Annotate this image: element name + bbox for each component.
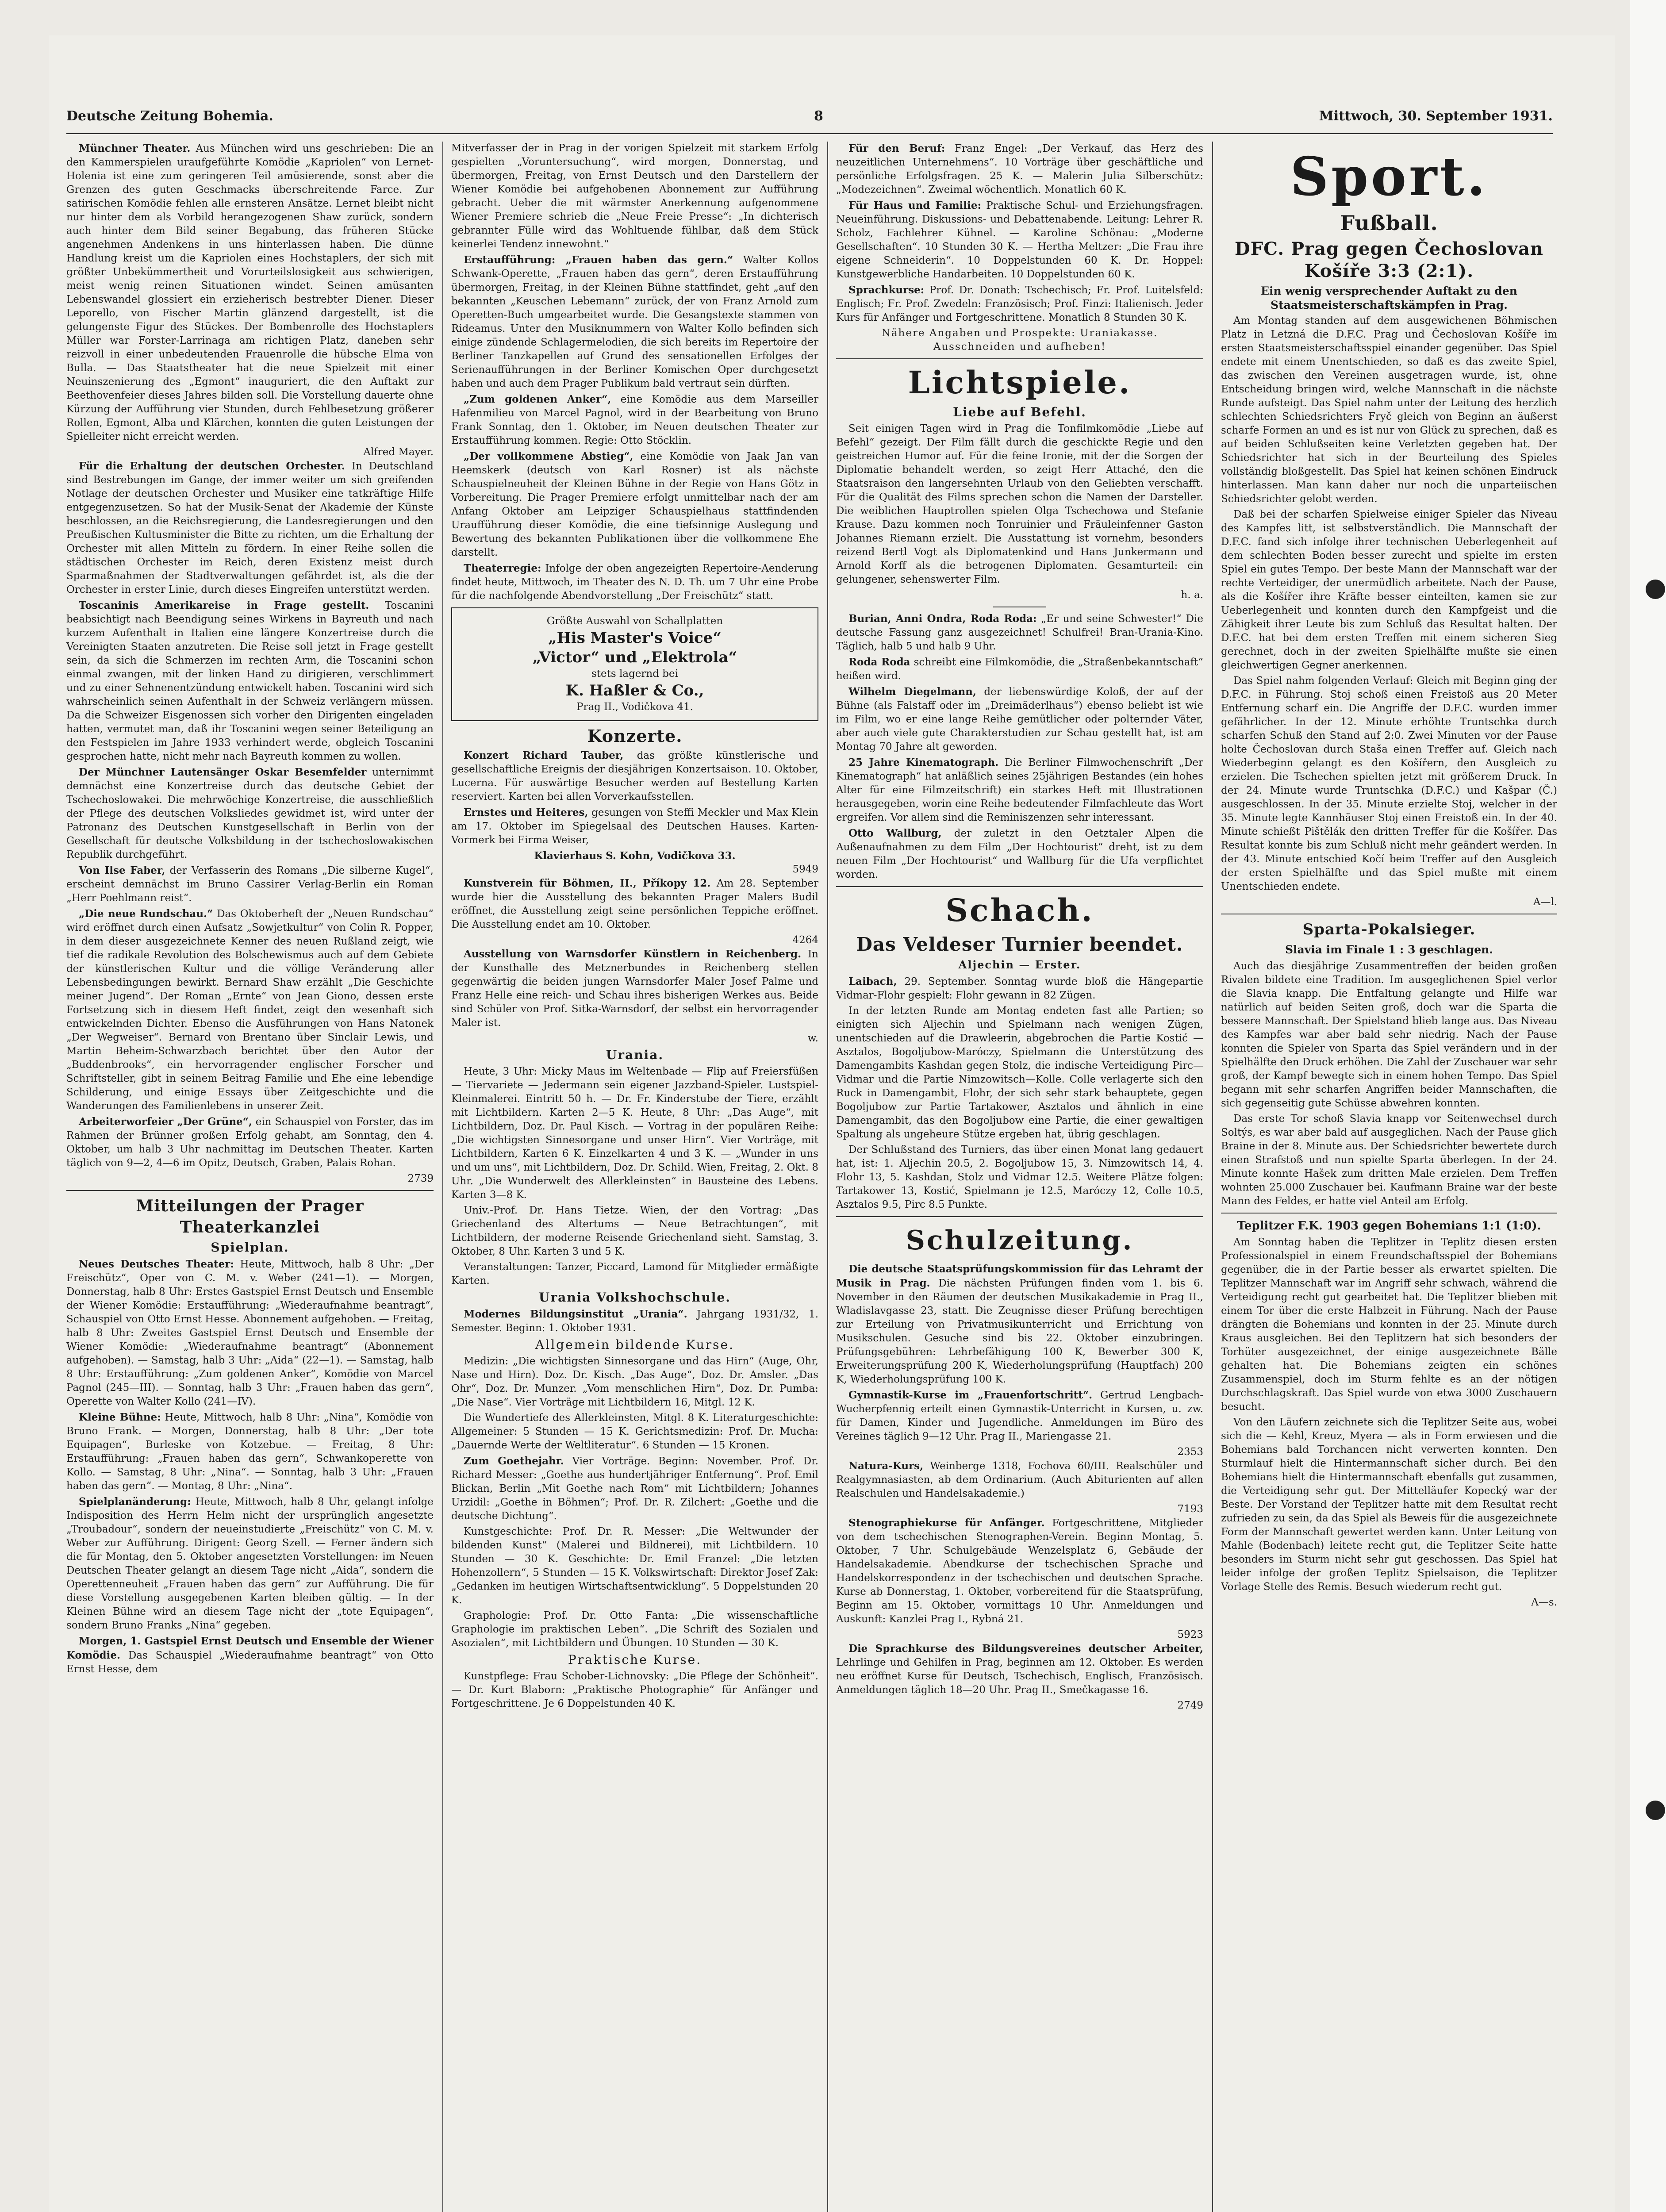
article-head: Neues Deutsches Theater: [79, 1258, 234, 1270]
article-text: Praktische Schul- und Erziehungsfragen. Neueinführung. Diskussions- und Debattenabende. Leitung: Lehrer R. Scholz, Fachlehrer Kühnel. — Karoline Schönau: „Moderne Gesellschaften“. 10 Stunden 30 K. — Hertha Meltzer: „Die Frau ihre eigene Schneiderin“. 10 Doppelstunden 60 K. Dr. Hoppel: Kunstgewerbliche Handarbeiten. 10 Doppelstunden 60 K. [836, 200, 1203, 280]
article-text: Franz Engel: „Der Verkauf, das Herz des neuzeitlichen Unternehmens“. 10 Vorträge über geschäftliche und persönliche Erfolgsfragen. 25 K. — Malerin Julia Silberschütz: „Modezeichnen“. Zweimal wöchentlich. Monatlich 60 K. [836, 143, 1203, 196]
article-text: Von den Läufern zeichnete sich die Teplitzer Seite aus, wobei sich die — Kehl, Kreuz, Myera — als in Form erwiesen und die Bohemians bald Torchancen nicht verwerten konnten. Den Sturmlauf hielt die Hintermannschaft sicher durch. Bei den Bohemians hielt die Hintermannschaft ebenfalls gut zusammen, die Verteidigung sehr gut. Der Mittelläufer Kopecký war der Beste. Der Vorstand der Teplitzer hatte mit dem Resultat recht zufrieden zu sein, da das Spiel als Beweis für die ausgezeichnete Form der Mannschaft gewertet werden kann. Unter Leitung von Mahle (Bodenbach) leitete recht gut, die Teplitzer Seite hatte besonders im Sturm nicht sehr gut geschossen. Das Spiel hat leider infolge der großen Teplitz Spielsaison, die Teplitzer Vorlage Stelle des Remis. Besuch wiederum recht gut. [1221, 1417, 1557, 1593]
ad-number: 2749 [1177, 1700, 1203, 1711]
article-head: „Zum goldenen Anker“, [464, 393, 611, 405]
article-text: Lehrlinge und Gehilfen in Prag, beginnen am 12. Oktober. Es werden neu eröffnet Kurse für Deutsch, Tschechisch, Englisch, Französisch. Anmeldungen täglich 18—20 Uhr. Prag II., Smečkagasse 16. [836, 1657, 1203, 1696]
article-head: „Die neue Rundschau.“ [79, 908, 213, 920]
masthead [66, 108, 1553, 131]
article-head: Ernstes und Heiteres, [464, 806, 588, 818]
ad-number: 7193 [1177, 1503, 1203, 1515]
article-text: Das Spiel nahm folgenden Verlauf: Gleich mit Beginn ging der D.F.C. in Führung. Stoj schoß einen Freistoß aus 20 Meter Entfernung scharf ein. Die Angriffe der D.F.C. wurden immer gefährlicher. In der 12. Minute erhöhte Truntschka durch scharfen Schuß den Stand auf 2:0. Zwei Minuten vor der Pause holte Čechoslovan durch Staša einen Treffer auf. Gleich nach Wiederbeginn gelangt es den Košířern, den Ausgleich zu erzielen. Die Tschechen spielten jetzt mit größerem Druck. In der 24. Minute wurde Truntschka (D.F.C.) und Kašpar (Č.) ausgeschlossen. In der 35. Minute erzielte Stoj, welcher in der 35. Minute legte Kannhäuser Stoj einen Freistoß ein. In der 40. Minute schießt Pištělák den dritten Treffer für die Košířer. Das Resultat konnte bis zum Schluß nicht mehr geändert werden. In der 43. Minute entschied Kočí beim Treffer auf den Ausgleich der ersten Spielhälfte und das Spiel mußte mit einem Unentschieden endete. [1221, 675, 1557, 892]
article-text: Seit einigen Tagen wird in Prag die Tonfilmkomödie „Liebe auf Befehl“ gezeigt. Der Film fällt durch die geschickte Regie und den geistreichen Humor auf. Für die feine Ironie, mit der die Sorgen der Diplomatie behandelt werden, so zeigt Herr Attaché, den die Staatsraison den langersehnten Urlaub von den Geliebten verschafft. Für die Qualität des Films sprechen schon die Namen der Darsteller. Die weiblichen Hauptrollen spielen Olga Tschechowa und Stefanie Krause. Dazu kommen noch Tonruinier und Fräuleinfenner Gaston Johannes Riemann erzielt. Die Ausstattung ist vornehm, besonders reizend Bertl Vogt als Diplomatenkind und Hans Junkermann und Arnold Korff als die betrogenen Diplomaten. Gesamturteil: ein gelungener, sehenswerter Film. [836, 423, 1203, 585]
article-head: Die Sprachkurse des Bildungsvereines deutscher Arbeiter, [848, 1643, 1203, 1655]
article-text: Heute, Mittwoch, halb 8 Uhr: „Der Freischütz“, Oper von C. M. v. Weber (241—1). — Morgen, Donnerstag, halb 8 Uhr: Erstes Gastspiel Ernst Deutsch und Ensemble der Wiener Komödie: Erstaufführung: „Wiederaufnahme beantragt“, Schauspiel von Otto Ernst Hesse. Abonnement aufgehoben. — Freitag, halb 8 Uhr: Zweites Gastspiel Ernst Deutsch und Ensemble der Wiener Komödie: „Wiederaufnahme beantragt“ (Abonnement aufgehoben). — Samstag, halb 3 Uhr: „Aida“ (22—1). — Samstag, halb 8 Uhr: Erstaufführung: „Zum goldenen Anker“, Komödie von Marcel Pagnol (245—III). — Sonntag, halb 3 Uhr: „Frauen haben das gern“, Operette von Walter Kollo (241—IV). [66, 1259, 434, 1407]
article-text: Medizin: „Die wichtigsten Sinnesorgane und das Hirn“ (Auge, Ohr, Nase und Hirn). Doz. Dr. Kisch. „Das Auge“, Doz. Dr. Amsler. „Das Ohr“, Doz. Dr. Munzer. „Vom menschlichen Hirn“, Doz. Dr. Pumba: „Die Nase“. Vier Vorträge mit Lichtbildern 16, Mitgl. 12 K. [451, 1356, 818, 1408]
article-text: Ausschneiden und aufheben! [933, 341, 1106, 353]
article-text: Gertrud Lengbach-Wucherpfennig erteilt einen Gymnastik-Unterricht in Kursen, u. zw. für Damen, Kinder und Jugendliche. Anmeldungen im Büro des Vereines täglich 9—12 Uhr. Prag II., Mariengasse 21. [836, 1390, 1203, 1442]
article-subheadline: Ein wenig versprechender Auftakt zu den Staatsmeisterschaftskämpfen in Prag. [1261, 284, 1517, 311]
ad-number: 2353 [1177, 1446, 1203, 1458]
article-text: Mitverfasser der in Prag in der vorigen Spielzeit mit starkem Erfolg gespielten „Voruntersuchung“, wird morgen, Donnerstag, und übermorgen, Freitag, von Ernst Deutsch und den Darstellern der Wiener Komödie bei aufgehobenen Abonnement zur Aufführung gebracht. Ueber die mit wärmster Anerkennung aufgenommene Wiener Premiere schrieb die „Neue Freie Presse“: „In dichterisch gebrannter Fülle wird das Wohltuende fühlbar, daß dem Stück keinerlei Tendenz innewohnt.“ [451, 142, 818, 250]
section-subheading: Liebe auf Befehl. [953, 405, 1086, 419]
article-headline: DFC. Prag gegen Čechoslovan Košíře 3:3 (2:1). [1235, 238, 1543, 281]
section-heading: Schach. [945, 892, 1094, 929]
article-signature: w. [807, 1033, 818, 1044]
ad-line: Prag II., Vodičkova 41. [576, 701, 693, 713]
article-text: In der letzten Runde am Montag endeten fast alle Partien; so einigten sich Aljechin und Spielmann nach wenigen Zügen, unentschieden auf die Drawleerin, abgebrochen die Partie Kostić — Asztalos, Bogoljubow-Maróczy, Spielmann die Unterstützung des Damengambits Kashdan gegen Stolz, die indische Verteidigung Pirc—Vidmar und die Partie Nimzowitsch—Kolle. Colle verlagerte sich den Ruck in Damengambit, Flohr, der sich sehr stark behauptete, gegen Bogoljubow zur Partie Tartakower, Asztalos und ähnlich in eine Damengambit, das den Bogoljubow eine Partie, die einer gewaltigen Spaltung als ungeheure Stütze ergeben hat, übrig geschlagen. [836, 1005, 1203, 1140]
article-head: Von Ilse Faber, [79, 864, 165, 876]
article-text: Kunstgeschichte: Prof. Dr. R. Messer: „Die Weltwunder der bildenden Kunst“ (Malerei und Bildnerei), mit Lichtbildern. 10 Stunden — 30 K. Geschichte: Dr. Emil Franzel: „Die letzten Hohenzollern“, 5 Stunden — 15 K. Volkswirtschaft: Direktor Josef Zak: „Gedanken im heutigen Wirtschaftsentwicklung“. 5 Doppelstunden 20 K. [451, 1526, 818, 1606]
article-signature: A—s. [1531, 1597, 1557, 1608]
article-text: Am 28. September wurde hier die Ausstellung des bekannten Prager Malers Budil eröffnet, die Ausstellung zeigt seine persönlichen Teppiche eröffnet. Die Ausstellung endet am 10. Oktober. [451, 878, 818, 930]
section-rule [66, 1190, 434, 1191]
article-text: ein Schauspiel von Forster, das im Rahmen der Brünner großen Erfolg gehabt, am Sonntag, den 4. Oktober, um halb 3 Uhr nachmittag im Deutschen Theater. Karten täglich von 9—2, 4—6 im Opitz, Deutsch, Graben, Palais Rohan. [66, 1116, 434, 1169]
section-rule [836, 358, 1203, 359]
article-text: Auch das diesjährige Zusammentreffen der beiden großen Rivalen bildete eine Tradition. Im ausgeglichenen Spiel verlor die Slavia knapp. Die Entfaltung gelangte und Hilfe war natürlich auf beiden Seiten groß, doch war die Sparta die bessere Mannschaft. Der Spielstand blieb lange aus. Das Niveau des Kampfes war aber bald sehr niedrig. Nach der Pause konnten die Spieler von Sparta das Spiel verändern und in der Spielhälfte den Druck erhöhen. Die Zahl der Zuschauer war sehr groß, der Kampf bewegte sich in einem hohen Tempo. Das Spiel begann mit sehr scharfen Angriffen beider Mannschaften, die sich gegenseitig gute Schüsse abwehren konnten. [1221, 960, 1557, 1109]
article-head: Für den Beruf: [848, 142, 945, 154]
article-signature: A—l. [1533, 896, 1557, 908]
section-subheading: Aljechin — Erster. [958, 958, 1081, 971]
article-head: Der Münchner Lautensänger Oskar Besemfelder [79, 766, 367, 778]
column-rule [827, 142, 828, 2212]
column-3 [836, 142, 1203, 2212]
article-text: In Deutschland sind Bestrebungen im Gange, der immer weiter um sich greifenden Notlage der deutschen Orchester und Musiker eine tatkräftige Hilfe entgegenzusetzen. So hat der Musik-Senat der Akademie der Künste beschlossen, an die Reichsregierung, die Landesregierungen und den Preußischen Kultusminister die Bitte zu richten, um die Erhaltung der Orchester mit allen Mitteln zu fördern. In einer Reihe sollen die städtischen Orchester im Reich, deren Existenz meist durch Sparmaßnahmen der Stadtverwaltungen gefährdet ist, als die der Orchester in erster Linie, durch dieses Eingreifen unterstützt werden. [66, 461, 434, 595]
article-head: Für Haus und Familie: [848, 200, 982, 211]
section-rule [836, 1216, 1203, 1217]
article-text: gesungen von Steffi Meckler und Max Klein am 17. Oktober im Spiegelsaal des Deutschen Hauses. Karten-Vormerk bei Firma Weiser, [451, 807, 818, 846]
article-text: Heute, Mittwoch, halb 8 Uhr: „Nina“, Komödie von Bruno Frank. — Morgen, Donnerstag, halb 8 Uhr: „Der tote Equipagen“, Burleske von Kotzebue. — Freitag, 8 Uhr: Erstaufführung: „Frauen haben das gern“, Schwankoperette von Kollo. — Samstag, 8 Uhr: „Nina“. — Sonntag, halb 3 Uhr: „Frauen haben das gern“. — Montag, 8 Uhr: „Nina“. [66, 1412, 434, 1492]
article-text: „Er und seine Schwester!“ Die deutsche Fassung ganz ausgezeichnet! Schulfrei! Bran-Urania-Kino. Täglich, halb 5 und halb 9 Uhr. [836, 613, 1203, 652]
column-rule [442, 142, 443, 2212]
article-text: Nähere Angaben und Prospekte: Uraniakasse. [881, 327, 1158, 339]
ad-number: 5949 [792, 864, 818, 875]
article-text: eine Komödie von Jaak Jan van Heemskerk (deutsch von Karl Rosner) ist als nächste Schauspielneuheit der Kleinen Bühne in der Regie von Hans Götz in Vorbereitung. Die Prager Premiere erfolgt unmittelbar nach der am Anfang Oktober am Leipziger Schauspielhaus stattfindenden Uraufführung dieser Komödie, die eine tiefsinnige Auslegung und Bewertung des bekannten Publikationen über die vollkommene Ehe darstellt. [451, 451, 818, 558]
article-head: Stenographiekurse für Anfänger. [848, 1517, 1045, 1529]
article-headline: Sparta-Pokalsieger. [1302, 921, 1476, 938]
article-head: 25 Jahre Kinematograph. [848, 757, 999, 768]
article-text: Das Schauspiel „Wiederaufnahme beantragt“ von Otto Ernst Hesse, dem [66, 1650, 434, 1675]
article-text: Vier Vorträge. Beginn: November. Prof. Dr. Richard Messer: „Goethe aus hundertjähriger Entfernung“. Prof. Emil Blickan, Berlin „Mit Goethe nach Rom“ mit Lichtbildern; Johannes Urzidil: „Goethe in Böhmen“; Prof. Dr. R. Zilchert: „Goethe und die deutsche Dichtung“. [451, 1455, 818, 1522]
article-text: eine Komödie aus dem Marseiller Hafenmilieu von Marcel Pagnol, wird in der Bearbeitung von Bruno Frank Sonntag, den 1. Oktober, im Neuen deutschen Theater zur Erstaufführung kommen. Regie: Otto Stöcklin. [451, 394, 818, 446]
section-subheading: Fußball. [1340, 211, 1438, 235]
article-signature: h. a. [1181, 589, 1203, 601]
punch-hole [1646, 580, 1665, 599]
advertisement [451, 607, 818, 721]
section-heading: Mitteilungen der Prager Theaterkanzlei [136, 1197, 364, 1237]
article-text: der liebenswürdige Koloß, der auf der Bühne (als Falstaff oder im „Dreimäderlhaus“) ebenso beliebt ist wie im Film, wo er eine lange Reihe gemütlicher oder polternder Väter, aber auch viele gute Charakterstudien zur Schau gestellt hat, ist am Montag 70 Jahre alt geworden. [836, 686, 1203, 753]
article-text: der zuletzt in den Oetztaler Alpen die Außenaufnahmen zu dem Film „Der Hochtourist“ dreht, ist zu dem neuen Film „Der Hochtourist“ und Wallburg für die Ufa verpflichtet worden. [836, 828, 1203, 880]
article-text: In der Kunsthalle des Metznerbundes in Reichenberg stellen gegenwärtig die beiden jungen Warnsdorfer Maler Josef Palme und Franz Helle eine reich- und Schau ihres bisherigen Werkes aus. Beide sind Schüler von Prof. Sitka-Warnsdorf, der selbst ein hervorragender Maler ist. [451, 949, 818, 1029]
ad-number: 4264 [792, 934, 818, 946]
section-rule [1221, 1213, 1557, 1214]
article-signature: Alfred Mayer. [363, 446, 434, 458]
article-text: Das Oktoberheft der „Neuen Rundschau“ wird eröffnet durch einen Aufsatz „Sowjetkultur“ von Colin R. Popper, in dem dieser ausgezeichnete Kenner des neuen Rußland zeigt, wie tief die radikale Revolution des Bolschewismus auch auf dem Gebiete der künstlerischen Kultur und die völlige Veränderung aller Lebensbedingungen bewirkt. Bernard Shaw erzählt „Die Geschichte meiner Jugend“. Der Roman „Ernte“ von Jean Giono, dessen erste Fortsetzung sich in diesem Heft findet, zeigt den wesenhaft sich entwickelnden Dichter. Ebenso die Ausführungen von Hans Natonek „Der Wegweiser“. Bernard von Brentano über Sinclair Lewis, und Martin Beheim-Schwarzbach berichtet über den Autor der „Buddenbrooks“, ein hervorragender englischer Forscher und Schriftsteller, gibt in seinem Beitrag Familie und Ehe eine lebendige Schilderung, und einige Essays über Zeitgeschichte und die Wanderungen des Familienlebens in unserer Zeit. [66, 908, 434, 1112]
article-head: Für die Erhaltung der deutschen Orchester. [79, 460, 345, 472]
article-head: Theaterregie: [464, 562, 541, 574]
article-text: Infolge der oben angezeigten Repertoire-Aenderung findet heute, Mittwoch, im Theater des N. D. Th. um 7 Uhr eine Probe für die nachfolgende Abendvorstellung „Der Freischütz“ statt. [451, 563, 818, 602]
article-text: Klavierhaus S. Kohn, Vodičkova 33. [534, 850, 736, 862]
article-text: Die Berliner Filmwochenschrift „Der Kinematograph“ hat anläßlich seines 25jährigen Bestandes (ein hohes Alter für eine Filmzeitschrift) ein starkes Heft mit Illustrationen herausgegeben, worin eine Reihe bedeutender Filmfachleute das Wort ergreifen. Vor allem sind die Reminiszenzen sehr interessant. [836, 757, 1203, 823]
article-text: Veranstaltungen: Tanzer, Piccard, Lamond für Mitglieder ermäßigte Karten. [451, 1261, 818, 1286]
masthead-rule [66, 133, 1553, 134]
article-subheadline: Slavia im Finale 1 : 3 geschlagen. [1285, 943, 1493, 956]
article-text: Univ.-Prof. Dr. Hans Tietze. Wien, der den Vortrag: „Das Griechenland des Altertums — Neue Betrachtungen“, mit Lichtbildern, der moderne Reisende Griechenland sieht. Samstag, 3. Oktober, 8 Uhr. Karten 3 und 5 K. [451, 1205, 818, 1257]
article-text: Heute, 3 Uhr: Micky Maus im Weltenbade — Flip auf Freiersfüßen — Tiervariete — Jedermann sein eigener Jazzband-Spieler. Lustspiel-Kleinmalerei. Eintritt 50 h. — Dr. Fr. Kinderstube der Tiere, erzählt mit Lichtbildern. Karten 2—5 K. Heute, 8 Uhr: „Das Auge“, mit Lichtbildern, Doz. Dr. Paul Kisch. — Vortrag in der populären Reihe: „Die wichtigsten Sinnesorgane und unser Hirn“. Vier Vorträge, mit Lichtbildern, Karten 6 K. Einzelkarten 4 und 3 K. — „Wunder in uns und um uns“, mit Lichtbildern, Doz. Dr. Schild. Wien, Freitag, 2. Okt. 8 Uhr. „Die Wunderwelt des Allerkleinsten“ in Bausteine des Lebens. Karten 3—8 K. [451, 1066, 818, 1201]
article-text: 29. September. Sonntag wurde bloß die Hängepartie Vidmar-Flohr gespielt: Flohr gewann in 82 Zügen. [836, 976, 1203, 1001]
article-head: Burian, Anni Ondra, Roda Roda: [848, 613, 1037, 625]
ad-number: 5923 [1177, 1629, 1203, 1640]
article-head: Kunstverein für Böhmen, II., Příkopy 12. [464, 877, 711, 889]
punch-hole [1646, 1801, 1665, 1820]
section-heading: Sport. [1290, 146, 1488, 208]
article-text: Fortgeschrittene, Mitglieder von dem tschechischen Stenographen-Verein. Beginn Montag, 5. Oktober, 7 Uhr. Schulgebäude Wenzelsplatz 6, Gebäude der Handelsakademie. Abendkurse der tschechischen Sprache und Handelskorrespondenz in der tschechischen und deutschen Sprache. Kurse ab Donnerstag, 1. Oktober, vorbereitend für die Staatsprüfung, Beginn am 15. Oktober, vormittags 10 Uhr. Anmeldungen und Auskunft: Kanzlei Prag I., Rybná 21. [836, 1517, 1203, 1625]
ad-line: Größte Auswahl von Schallplatten [546, 615, 723, 627]
article-text: das größte künstlerische und gesellschaftliche Ereignis der diesjährigen Konzertsaison. 10. Oktober, Lucerna. Für auswärtige Besucher werden auf Bestellung Karten reserviert. Karten bei allen Vorverkaufsstellen. [451, 750, 818, 803]
article-text: Daß bei der scharfen Spielweise einiger Spieler das Niveau des Kampfes litt, ist selbstverständlich. Die Mannschaft der D.F.C. fand sich infolge ihrer technischen Ueberlegenheit auf dem schlechten Boden besser zurecht und spielte im ersten Spiel ein gutes Tempo. Der beste Mann der Mannschaft war der rechte Verteidiger, der unermüdlich arbeitete. Nach der Pause, als die Košířer ihre Kräfte besser einteilten, kamen sie zur Ueberlegenheit und konnten durch den Kampfgeist und die Zähigkeit ihrer Leute bis zum Schluß das Resultat halten. Der D.F.C. hat bei dem ersten Treffen mit einem sicheren Sieg gerechnet, doch in der zweiten Spielhälfte mußte sie einen gleichwertigen Gegner anerkennen. [1221, 509, 1557, 671]
article-text: Die nächsten Prüfungen finden vom 1. bis 6. November in den Räumen der deutschen Musikakademie in Prag II., Wladislavgasse 23, statt. Die Zeugnisse dieser Prüfung berechtigen zur Erteilung von Privatmusikunterricht und Errichtung von Musikschulen. Gesuche sind bis 22. Oktober einzubringen. Prüfungsgebühren: Lehrbefähigung 100 K, Bewerber 300 K, Erweiterungsprüfung 200 K, Wiederholungsprüfung (Hauptfach) 200 K, Wiederholungsprüfung 100 K. [836, 1278, 1203, 1385]
article-text: Am Montag standen auf dem ausgewichenen Böhmischen Platz in Letzná die D.F.C. Prag und Čechoslovan Košíře im ersten Staatsmeisterschaftsspiel einander gegenüber. Das Spiel endete mit einem Unentschieden, so daß es das zweite Spiel, das zwischen den Vereinen ausgetragen wurde, ist, ohne Entscheidung bringen wird, welche Mannschaft in die nächste Runde aufsteigt. Das Spiel nahm unter der Leitung des herzlich schlechten Schiedsrichters Fryč gleich von Beginn an äußerst scharfe Formen an und es ist nur von Glück zu sprechen, daß es auf beiden Schlußseiten keine Verletzten gegeben hat. Der Schiedsrichter hat sich in der Beurteilung des Spieles vollständig bloßgestellt. Das Spiel hat keinen schönen Eindruck hinterlassen. Man kann daher nur noch die unparteiischen Schiedsrichter gelobt werden. [1221, 315, 1557, 505]
page-number: 8 [814, 108, 823, 124]
ad-number: 2739 [407, 1173, 434, 1184]
ad-line: „Victor“ und „Elektrola“ [532, 649, 737, 666]
section-heading: Lichtspiele. [908, 364, 1132, 401]
article-head: „Der vollkommene Abstieg“, [464, 450, 633, 462]
ad-line: K. Haßler & Co., [565, 682, 704, 699]
section-rule [836, 886, 1203, 887]
article-head: Roda Roda [848, 656, 910, 668]
article-head: Kleine Bühne: [79, 1411, 161, 1423]
article-head: Laibach, [848, 975, 897, 987]
section-subheading: Spielplan. [211, 1240, 289, 1255]
masthead-title: Deutsche Zeitung Bohemia. [66, 108, 273, 124]
article-text: unternimmt demnächst eine Konzertreise durch das deutsche Gebiet der Tschechoslowakei. Die mehrwöchige Konzertreise, die ausschließlich der Pflege des deutschen Volksliedes gewidmet ist, wird unter der Patronanz des Deutschen Kunstgesellschaft in Berlin von der Gesellschaft für deutsche Volksbildung in der tschechoslowakischen Republik durchgeführt. [66, 767, 434, 860]
section-subheading: Urania. [606, 1048, 664, 1062]
article-head: Konzert Richard Tauber, [464, 749, 624, 761]
section-subheading: Allgemein bildende Kurse. [535, 1337, 734, 1352]
ad-line: „His Master's Voice“ [548, 629, 722, 647]
section-subheading: Praktische Kurse. [568, 1652, 702, 1667]
article-text: Prof. Dr. Donath: Tschechisch; Fr. Prof. Luitelsfeld: Englisch; Fr. Prof. Zwedeln: Französisch; Prof. Finzi: Italienisch. Jeder Kurs für Anfänger und Fortgeschrittene. Monatlich 8 Stunden 30 K. [836, 284, 1203, 323]
section-heading: Konzerte. [587, 726, 683, 746]
article-text: Die Wundertiefe des Allerkleinsten, Mitgl. 8 K. Literaturgeschichte: Allgemeiner: 5 Stunden — 15 K. Gerichtsmedizin: Prof. Dr. Mucha: „Dauernde Werte der Weltliteratur“. 6 Stunden — 15 Kronen. [451, 1412, 818, 1451]
column-2 [451, 142, 818, 2212]
article-head: Erstaufführung: „Frauen haben das gern.“ [464, 254, 733, 266]
article-head: Die deutsche Staatsprüfungskommission für das Lehramt der Musik in Prag. [836, 1263, 1203, 1289]
article-head: Münchner Theater. [79, 142, 191, 154]
article-text: Kunstpflege: Frau Schober-Lichnovsky: „Die Pflege der Schönheit“. — Dr. Kurt Blaborn: „Praktische Photographie“ für Anfänger und Fortgeschrittene. Je 6 Doppelstunden 40 K. [451, 1671, 818, 1709]
article-head: Spielplanänderung: [79, 1496, 191, 1508]
article-text: Jahrgang 1931/32, 1. Semester. Beginn: 1. Oktober 1931. [451, 1309, 818, 1334]
article-text: Heute, Mittwoch, halb 8 Uhr, gelangt infolge Indisposition des Herrn Helm nicht der ursprünglich angesetzte „Troubadour“, sondern der neueinstudierte „Freischütz“ von C. M. v. Weber zur Aufführung. Dirigent: Georg Szell. — Ferner ändern sich die für Montag, den 5. Oktober angesetzten Vorstellungen: im Neuen Deutschen Theater gelangt an diesem Tage nicht „Aida“, sondern die Operettenneuheit „Frauen haben das gern“ zur Aufführung. Die für diese Vorstellung ausgegebenen Karten bleiben gültig. — In der Kleinen Bühne wird an diesem Tage nicht der „tote Equipagen“, sondern Bruno Franks „Nina“ gegeben. [66, 1496, 434, 1631]
article-head: Zum Goethejahr. [464, 1455, 564, 1467]
article-head: Wilhelm Diegelmann, [848, 686, 976, 698]
article-head: Arbeiterworfeier „Der Grüne“, [79, 1116, 252, 1128]
masthead-date: Mittwoch, 30. September 1931. [1319, 108, 1553, 124]
section-subheading: Das Veldeser Turnier beendet. [856, 933, 1183, 955]
column-4 [1221, 142, 1557, 2212]
article-head: Natura-Kurs, [848, 1460, 924, 1472]
article-text: Aus München wird uns geschrieben: Die an den Kammerspielen uraufgeführte Komödie „Kapriolen“ von Lernet-Holenia ist eine zum geringeren Teil amüsierende, sonst aber die Grenzen des guten Geschmacks überschreitende Farce. Zur satirischen Komödie fehlen alle ernsteren Ansätze. Lernet bleibt nicht nur hinter dem als Vorbild herangezogenen Shaw zurück, sondern auch hinter dem Bild seiner Begabung, das früheren Stücke angenehmen Andenkens in uns hinterlassen haben. Die dünne Handlung kreist um die Kapriolen eines Hochstaplers, der sich mit größter Unbekümmertheit und Vorurteilslosigkeit aus schwierigen, meist wenig reinen Situationen windet. Seinen amüsanten Lebenswandel glossiert ein erzieherisch bestrebter Diener. Dieser Leporello, von Fischer Martin glänzend dargestellt, ist die gelungenste Figur des Stückes. Der Bombenrolle des Hochstaplers Müller war Forster-Larrinaga am richtigen Platz, daneben sehr reizvoll in einer unbedeutenden Frauenrolle die hübsche Elma von Bulla. — Das Staatstheater hat die neue Spielzeit mit einer Neuinszenierung des „Egmont“ inauguriert, die den Auftakt zur Beethovenfeier dieses Jahres bilden soll. Die Vorstellung dauerte ohne Kürzung der Aufführung vier Stunden, durch Fehlbesetzung größerer Rollen, Egmont, Alba und Klärchen, konnten die guten Leistungen der Spielleiter nicht erreicht werden. [66, 143, 434, 442]
article-text: Das erste Tor schoß Slavia knapp vor Seitenwechsel durch Soltýs, es war aber bald auf ausgeglichen. Nach der Pause glich Braine in der 8. Minute aus. Der Schiedsrichter bewertete durch einen Strafstoß und nun spielte Sparta überlegen. In der 24. Minute konnte Hašek zum dritten Male erzielen. Dem Treffen wohnten 25.000 Zuschauer bei. Kaufmann Braine war der beste Mann des Feldes, er hatte viel Anteil am Erfolg. [1221, 1113, 1557, 1207]
article-head: Gymnastik-Kurse im „Frauenfortschritt“. [848, 1389, 1093, 1401]
column-1 [66, 142, 434, 2212]
page-edge [1630, 0, 1666, 2212]
article-head: Modernes Bildungsinstitut „Urania“. [464, 1308, 687, 1320]
article-text: Am Sonntag haben die Teplitzer in Teplitz diesen ersten Professionalspiel in einem Freundschaftsspiel der Bohemians gegenüber, die in der Partie besser als erwartet spielten. Die Teplitzer Mannschaft war im Angriff sehr schwach, während die Verteidigung recht gut gearbeitet hat. Die Teplitzer blieben mit einem Tor über die erste Halbzeit in Führung. Nach der Pause drängten die Bohemians und konnten in der 25. Minute durch Kraus ausgleichen. Bei den Teplitzern hat sich besonders der Torhüter ausgezeichnet, der einige ausgezeichnete Bälle gehalten hat. Die Bohemians zeigten ein schönes Zusammenspiel, doch im Sturm fehlte es an der nötigen Durchschlagskraft. Das Spiel wurde von etwa 3000 Zuschauern besucht. [1221, 1237, 1557, 1413]
section-subheading: Urania Volkshochschule. [539, 1290, 731, 1305]
article-text: Toscanini beabsichtigt nach Beendigung seines Wirkens in Bayreuth und nach kurzem Aufenthalt in Italien eine längere Konzertreise durch die Vereinigten Staaten anzutreten. Die Reise soll jetzt in Frage gestellt sein, da sich die Schmerzen im rechten Arm, die Toscanini schon einmal zwangen, mit der linken Hand zu dirigieren, verschlimmert und zu einer Sehnenentzündung entwickelt haben. Toscanini wird sich wahrscheinlich seinen Aufenthalt in der Schweiz verlängern müssen. Da die Schweizer Eisgenossen sich vorher den Dirigenten eingeladen hatten, vermutet man, daß ihr Toscanini wegen seiner Beteiligung an den Festspielen im Jahre 1933 verhindert werde, obgleich Toscanini gesprochen hatte, nicht mehr nach Bayreuth kommen zu wollen. [66, 600, 434, 762]
ad-line: stets lagernd bei [591, 668, 678, 680]
article-headline: Teplitzer F.K. 1903 gegen Bohemians 1:1 (1:0). [1237, 1219, 1541, 1233]
article-head: Toscaninis Amerikareise in Frage gestellt. [79, 599, 369, 611]
article-text: Graphologie: Prof. Dr. Otto Fanta: „Die wissenschaftliche Graphologie im praktischen Leben“. „Die Schrift des Sozialen und Asozialen“, mit Lichtbildern und Übungen. 10 Stunden — 30 K. [451, 1610, 818, 1649]
article-head: Sprachkurse: [848, 284, 925, 296]
column-rule [1212, 142, 1213, 2212]
article-head: Morgen, 1. Gastspiel Ernst Deutsch und Ensemble der Wiener Komödie. [66, 1635, 434, 1661]
article-text: der Verfasserin des Romans „Die silberne Kugel“, erscheint demnächst im Bruno Cassirer Verlag-Berlin ein Roman „Herr Poehlmann reist“. [66, 865, 434, 904]
article-head: Ausstellung von Warnsdorfer Künstlern in Reichenberg. [464, 948, 802, 960]
article-head: Otto Wallburg, [848, 827, 942, 839]
section-heading: Schulzeitung. [906, 1225, 1134, 1256]
article-text: Walter Kollos Schwank-Operette, „Frauen haben das gern“, deren Erstaufführung übermorgen, Freitag, in der Kleinen Bühne stattfindet, geht „auf den bekannten „Keuschen Lebemann“ zurück, der von Franz Arnold zum Operetten-Buch umgearbeitet wurde. Die Gesangstexte stammen von Rideamus. Unter den Musiknummern von Walter Kollo befinden sich einige zündende Schlagermelodien, die sich bereits im Repertoire der Berliner Tanzkapellen auf Grund des sensationellen Erfolges der Serienaufführungen in der Berliner Komischen Oper durchgesetzt haben und auch dem Prager Publikum bald vertraut sein dürften. [451, 254, 818, 389]
article-text: schreibt eine Filmkomödie, die „Straßenbekanntschaft“ heißen wird. [836, 657, 1203, 682]
article-text: Weinberge 1318, Fochova 60/III. Realschüler und Realgymnasiasten, ab dem Ordinarium. (Auch Abiturienten auf allen Realschulen und Handelsakademie.) [836, 1460, 1203, 1499]
article-text: Der Schlußstand des Turniers, das über einen Monat lang gedauert hat, ist: 1. Aljechin 20.5, 2. Bogoljubow 15, 3. Nimzowitsch 14, 4. Flohr 13, 5. Kashdan, Stolz und Vidmar 12.5. Weitere Plätze folgen: Tartakower 13, Kostić, Spielmann je 12.5, Maróczy 12, Colle 10.5, Asztalos 9.5, Pirc 8.5 Punkte. [836, 1144, 1203, 1210]
